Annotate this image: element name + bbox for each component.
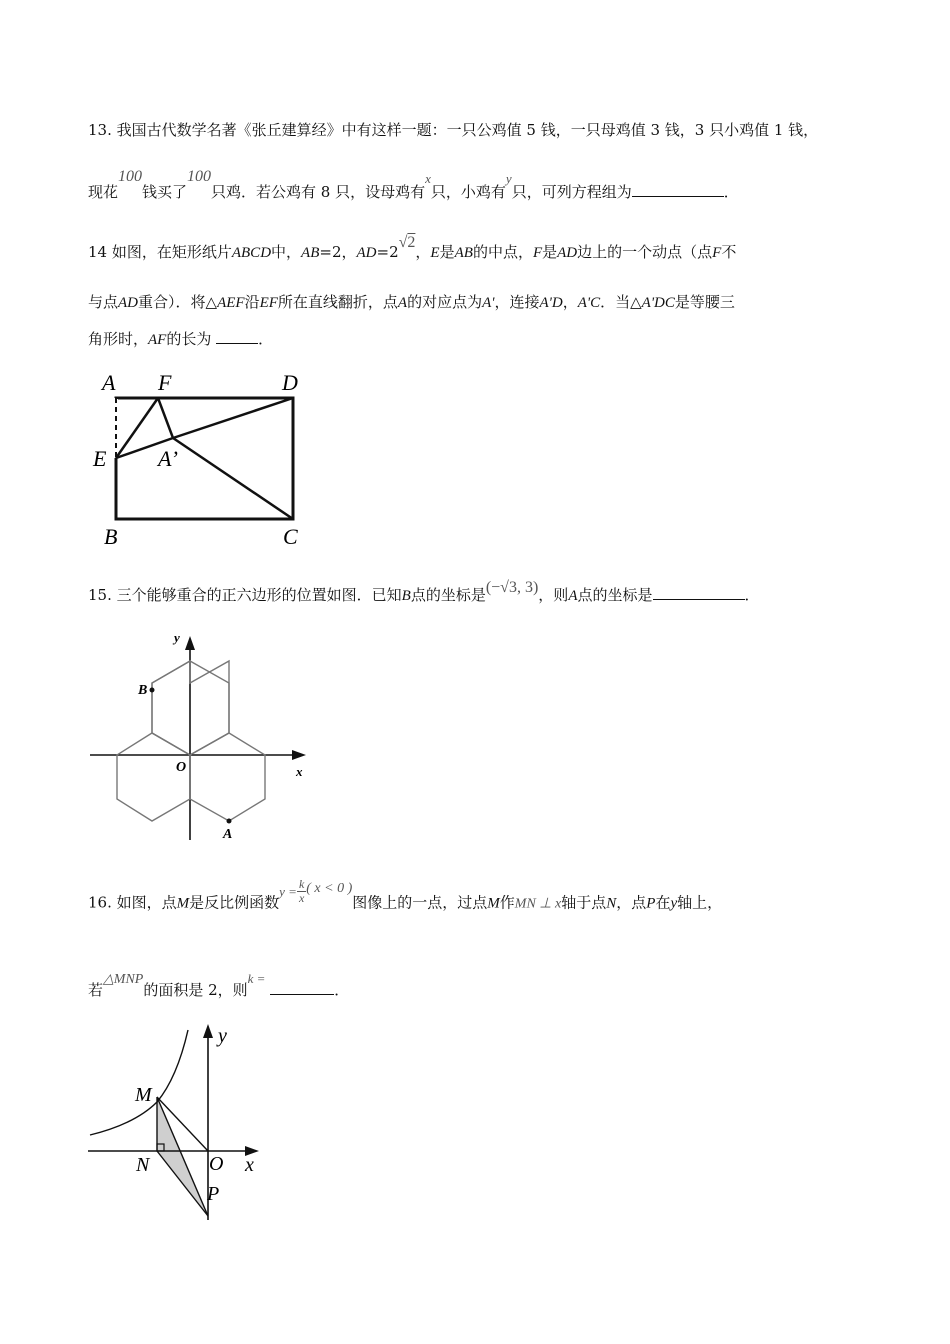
q16-line2: 若△MNP的面积是 2，则k = ． xyxy=(88,971,350,999)
label-A: A xyxy=(223,827,233,842)
q16-fraction: $\frac{k}{x}$ xyxy=(298,877,305,905)
q13-line1: 13. 我国古代数学名著《张丘建算经》中有这样一题：一只公鸡值 5 钱，一只母鸡值 3 钱，3 只小鸡值 1 钱， xyxy=(88,121,819,139)
label-y: y xyxy=(174,630,180,645)
q16-perp: MN ⊥ x xyxy=(514,896,562,912)
point-B xyxy=(150,688,155,693)
label-E: E xyxy=(93,446,107,471)
label-A: A xyxy=(102,370,116,395)
q14-line3: 角形时，AF的长为 ． xyxy=(88,330,274,348)
y-axis-arrow-icon xyxy=(203,1024,213,1038)
q15-line: 15. 三个能够重合的正六边形的位置如图．已知B点的坐标是(−√3, 3)，则A点的坐标是 ． xyxy=(88,579,760,604)
segment-ad xyxy=(173,398,293,438)
q16-answer-blank[interactable] xyxy=(270,980,334,995)
q13-var-y: y xyxy=(505,171,512,186)
q16-triangle: △MNP xyxy=(103,972,144,987)
label-y: y xyxy=(218,1025,227,1047)
segment-fa xyxy=(158,398,173,438)
q13-value-100b: 100 xyxy=(187,168,212,185)
q14-line2: 与点AD重合）．将△AEF沿EF所在直线翻折，点A的对应点为A'，连接A'D，A'C．当△A'DC是等腰三 xyxy=(88,293,735,311)
label-A-prime: A’ xyxy=(158,446,178,471)
label-O: O xyxy=(209,1153,224,1175)
label-M: M xyxy=(135,1084,152,1106)
hexagon-left xyxy=(117,733,190,821)
label-N: N xyxy=(136,1154,150,1176)
x-axis-arrow-icon xyxy=(292,750,306,760)
q14-line1: 14 如图，在矩形纸片ABCD中，AB=2，AD=2√2，E是AB的中点，F是AD边上的一个动点（点F不 xyxy=(88,234,737,261)
label-D: D xyxy=(282,370,298,395)
label-F: F xyxy=(158,370,172,395)
sqrt-icon: √2 xyxy=(398,234,416,251)
q15-hexagon-figure xyxy=(88,628,318,843)
q16-graph-figure xyxy=(85,1020,275,1225)
label-x: x xyxy=(245,1154,254,1176)
hexagon-right xyxy=(190,733,265,821)
hyperbola-curve xyxy=(90,1030,188,1135)
segment-ac xyxy=(173,438,293,519)
y-axis-arrow-icon xyxy=(185,636,195,650)
label-O: O xyxy=(176,760,187,775)
label-P: P xyxy=(207,1183,220,1205)
q13-var-x: x xyxy=(425,171,431,186)
q14-answer-blank[interactable] xyxy=(216,329,258,344)
label-x: x xyxy=(296,764,303,779)
q13-value-100a: 100 xyxy=(118,168,143,185)
q13-line2: 现花100钱买了100只鸡．若公鸡有 8 只，设母鸡有x只，小鸡有y只，可列方程组为 ． xyxy=(88,168,739,201)
q13-answer-blank[interactable] xyxy=(632,182,724,197)
q16-line1: 16. 如图，点M是反比例函数y = $\frac{k}{x}$ ( x < 0 )图像上的一点，过点M作MN ⊥ x轴于点N，点P在y轴上， xyxy=(88,877,723,912)
segment-ef xyxy=(116,398,158,458)
label-B: B xyxy=(104,524,118,549)
q14-rectangle-figure xyxy=(90,368,320,550)
q15-answer-blank[interactable] xyxy=(653,585,745,600)
label-C: C xyxy=(283,524,298,549)
q15-coordinate: (−√3, 3) xyxy=(485,579,539,596)
label-B: B xyxy=(138,683,148,698)
point-A xyxy=(227,819,232,824)
